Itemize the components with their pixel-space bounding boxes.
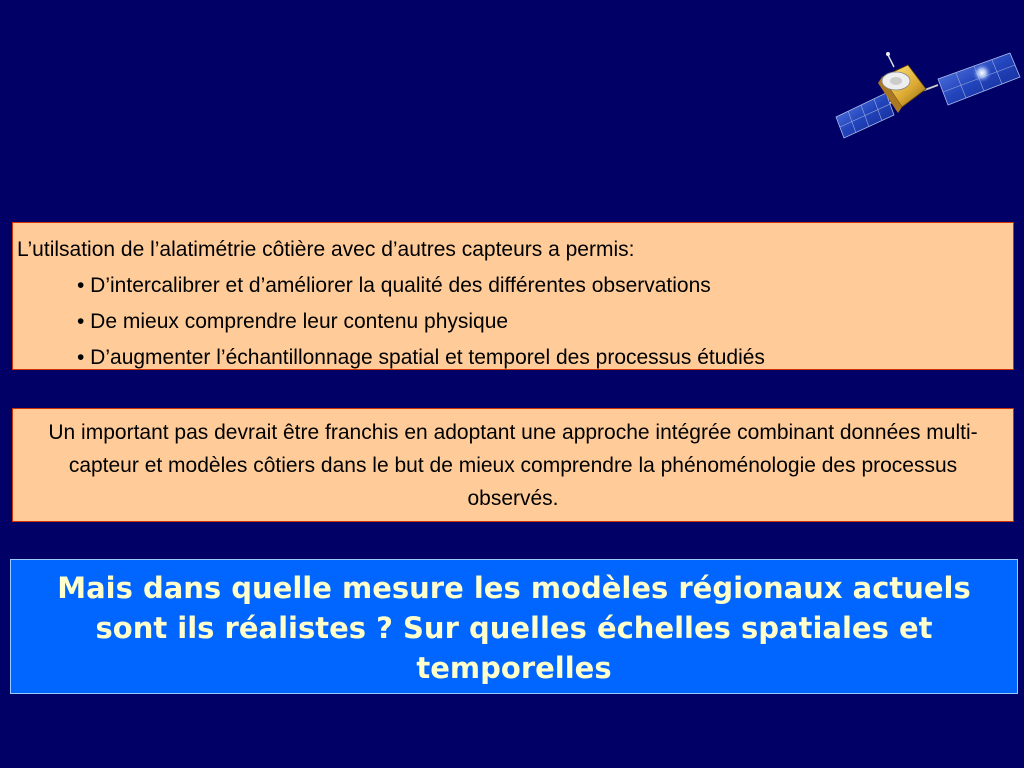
approach-text: Un important pas devrait être franchis en adoptant une approche intégrée combinant données multi-capteur et modèles côtiers dans le but de mieux comprendre la phénoménologie des processus observés. bbox=[48, 421, 978, 510]
approach-box bbox=[12, 408, 1014, 522]
question-box bbox=[10, 559, 1018, 694]
question-text: Mais dans quelle mesure les modèles régionaux actuels sont ils réalistes ? Sur quelles échelles spatiales et temporelles bbox=[57, 571, 971, 685]
summary-bullet: • De mieux comprendre leur contenu physique bbox=[77, 310, 509, 333]
summary-bullet: • D’intercalibrer et d’améliorer la qualité des différentes observations bbox=[77, 274, 711, 297]
summary-intro: L’utilsation de l’alatimétrie côtière avec d’autres capteurs a permis: bbox=[17, 238, 635, 261]
satellite-icon bbox=[830, 45, 1024, 140]
summary-bullet: • D’augmenter l’échantillonnage spatial et temporel des processus étudiés bbox=[77, 346, 765, 369]
summary-box bbox=[12, 222, 1014, 370]
